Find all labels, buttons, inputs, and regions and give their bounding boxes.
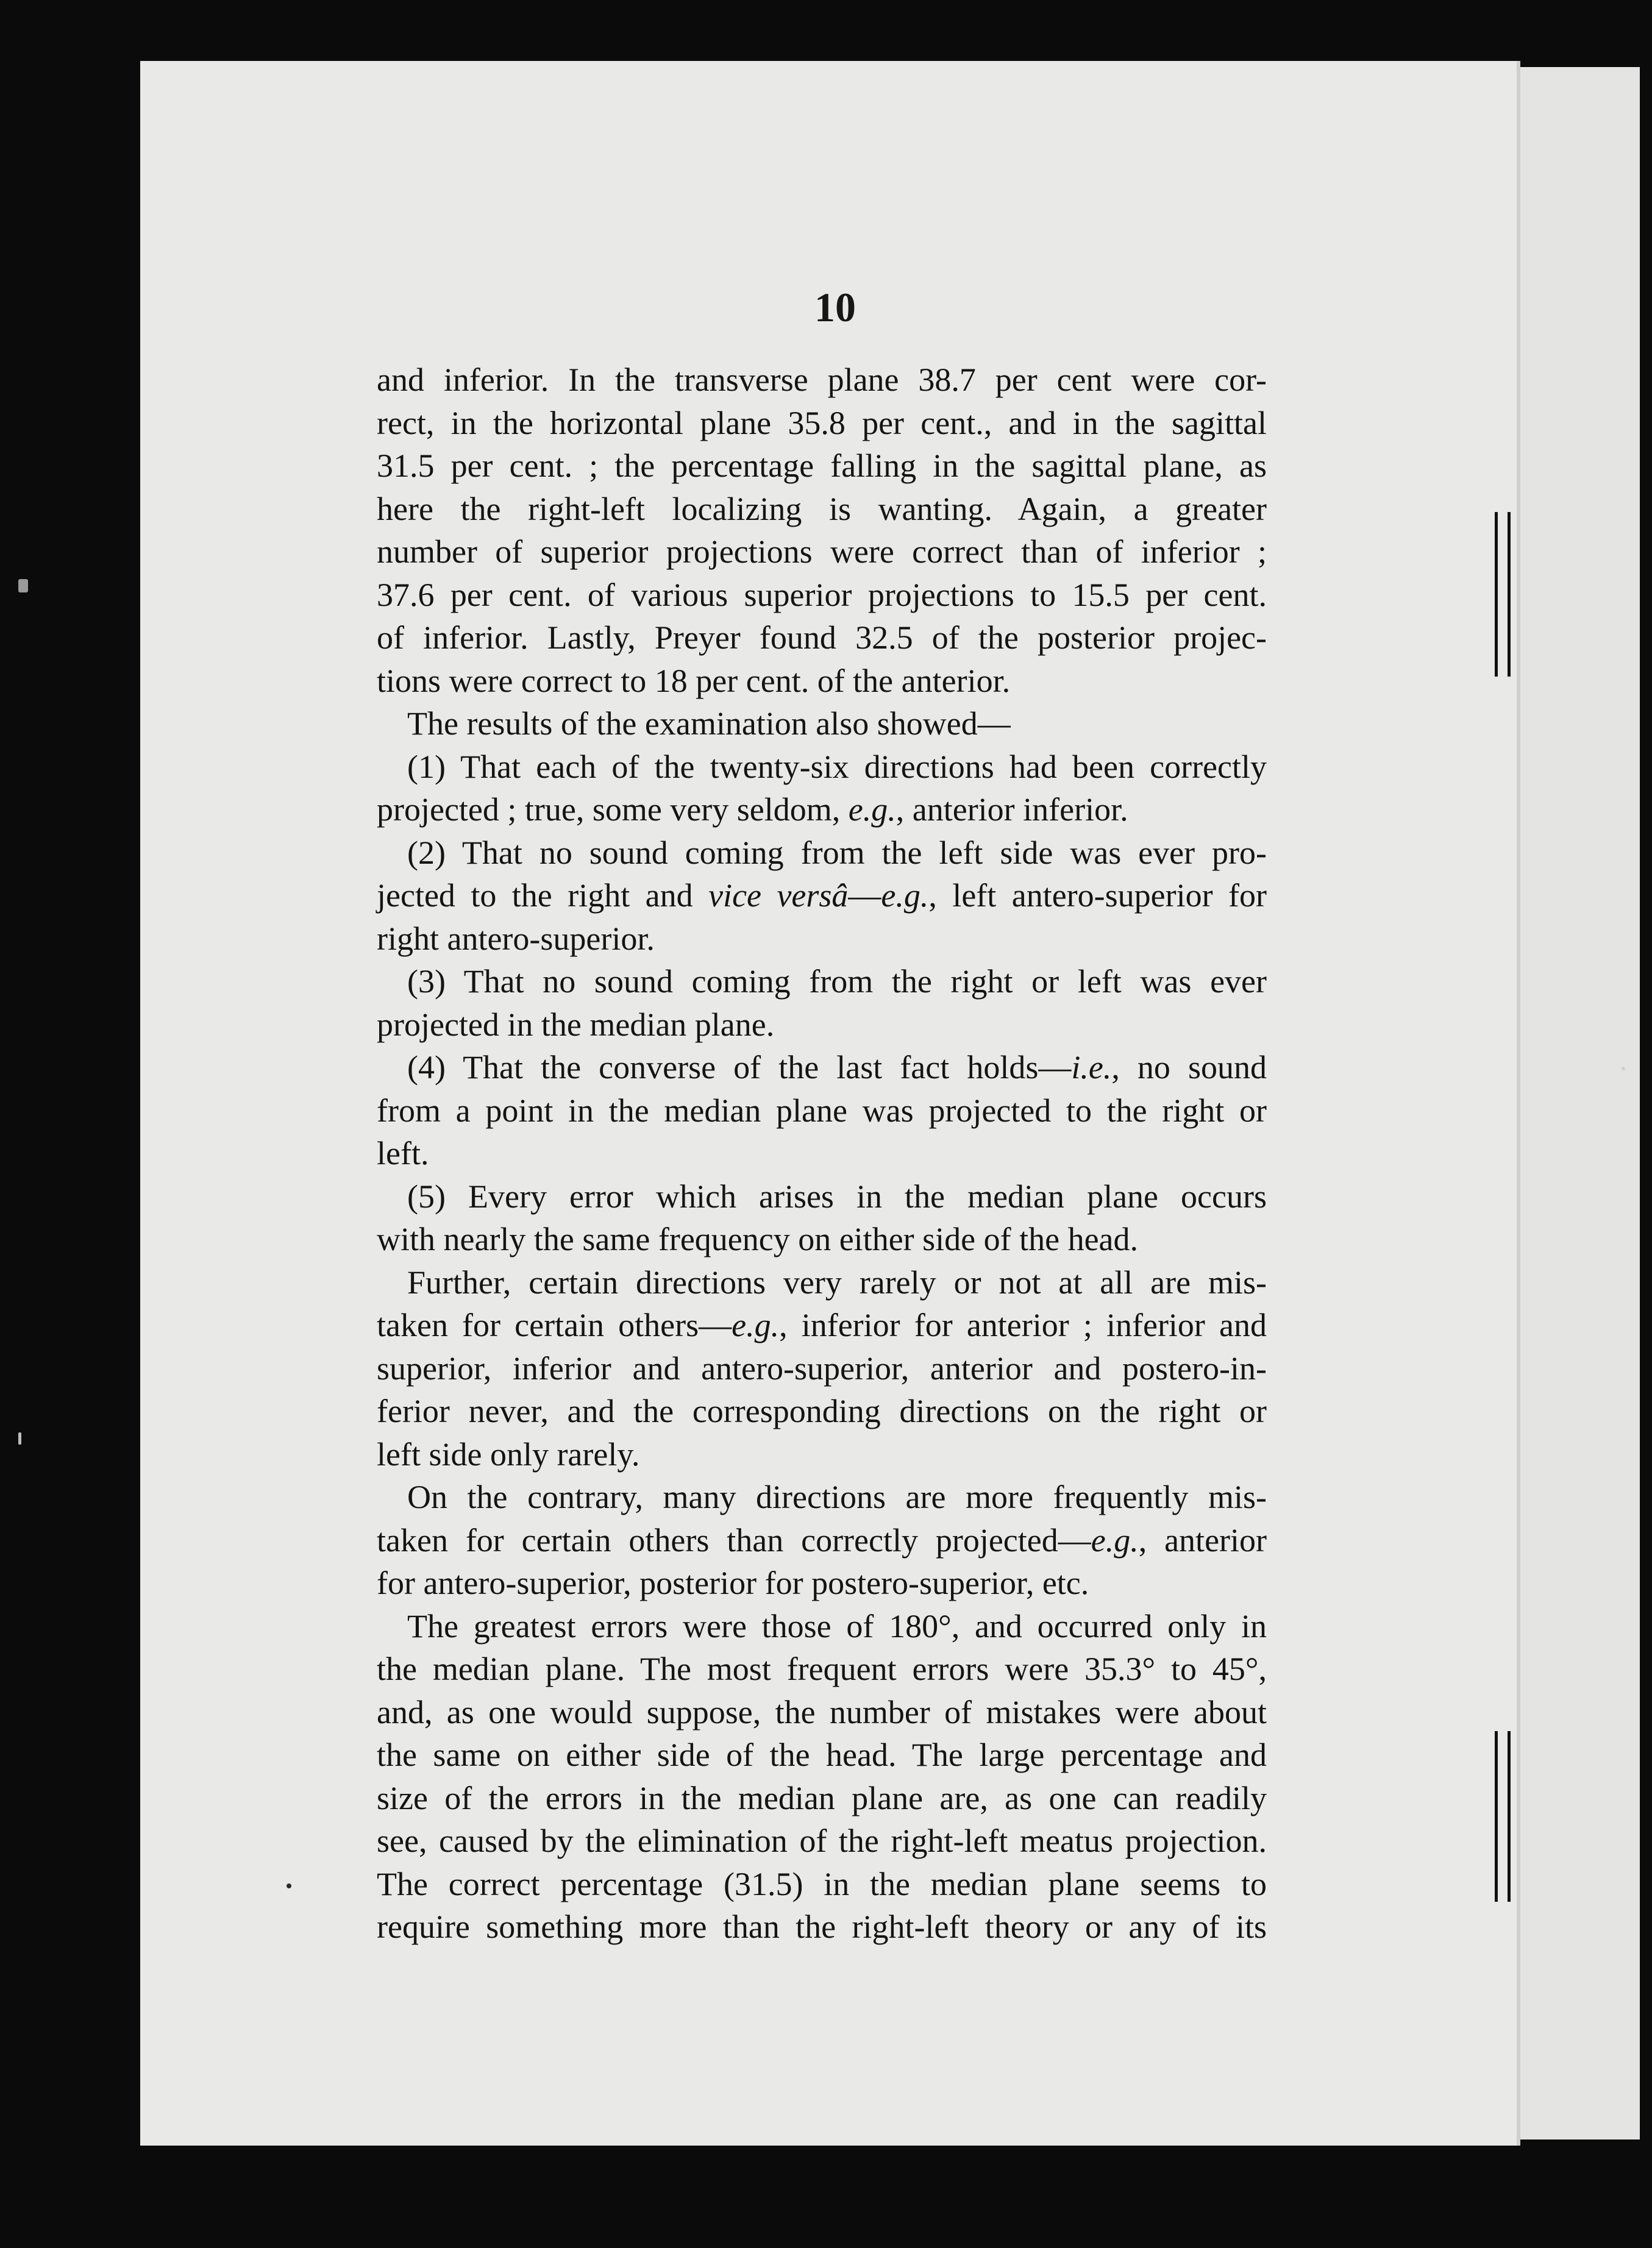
text-line: taken for certain others—e.g., inferior for anterior ; inferior and [377, 1307, 1267, 1343]
text-line: size of the errors in the median plane are, as one can readily [377, 1779, 1267, 1816]
text-line: (4) That the converse of the last fact holds—i.e., no sound [407, 1049, 1267, 1086]
text-line: and inferior. In the transverse plane 38.7 per cent were cor- [377, 361, 1267, 398]
text-line: (3) That no sound coming from the right or left was ever [407, 963, 1267, 1000]
text-line: tions were correct to 18 per cent. of the anterior. [377, 662, 1011, 699]
margin-mark-top [1495, 512, 1511, 677]
page-gutter [1517, 61, 1520, 2146]
scan-speck [18, 1432, 21, 1445]
text-line: the same on either side of the head. The large percentage and [377, 1737, 1267, 1773]
text-line: require something more than the right-left theory or any of its [377, 1908, 1267, 1945]
text-line: (2) That no sound coming from the left side was ever pro- [407, 834, 1267, 871]
text-line: projected in the median plane. [377, 1006, 775, 1043]
text-line: rect, in the horizontal plane 35.8 per cent., and in the sagittal [377, 404, 1267, 441]
text-line: for antero-superior, posterior for postero-superior, etc. [377, 1565, 1089, 1601]
scan-speck [287, 1883, 291, 1888]
text-line: from a point in the median plane was projected to the right or [377, 1092, 1267, 1129]
text-line: 31.5 per cent. ; the percentage falling in the sagittal plane, as [377, 447, 1267, 484]
text-line: The correct percentage (31.5) in the median plane seems to [377, 1865, 1267, 1902]
text-line: see, caused by the elimination of the right-left meatus projection. [377, 1823, 1267, 1859]
text-line: The greatest errors were those of 180°, and occurred only in [407, 1607, 1267, 1645]
text-line: with nearly the same frequency on either side of the head. [377, 1221, 1139, 1257]
text-line: (1) That each of the twenty-six directions had been correctly [407, 748, 1267, 785]
text-line: jected to the right and vice versâ—e.g., left antero-superior for [377, 877, 1267, 914]
text-line: number of superior projections were correct than of inferior ; [377, 533, 1267, 570]
text-line: (5) Every error which arises in the median plane occurs [407, 1178, 1267, 1215]
margin-mark-bottom [1495, 1731, 1511, 1902]
text-line: the median plane. The most frequent errors were 35.3° to 45°, [377, 1651, 1267, 1687]
text-line: projected ; true, some very seldom, e.g., anterior inferior. [377, 791, 1128, 828]
text-line: left side only rarely. [377, 1435, 640, 1473]
text-line: superior, inferior and antero-superior, anterior and postero-in- [377, 1350, 1267, 1387]
page-number: 10 [814, 284, 856, 330]
text-line: taken for certain others than correctly projected—e.g., anterior [377, 1521, 1267, 1559]
scan-speck [1622, 1067, 1625, 1070]
facing-page-edge [1518, 67, 1640, 2140]
text-line: ferior never, and the corresponding directions on the right or [377, 1393, 1267, 1429]
body-text [377, 358, 1267, 1949]
text-line: left. [377, 1135, 429, 1172]
text-line: and, as one would suppose, the number of mistakes were about [377, 1693, 1267, 1730]
text-line: right antero-superior. [377, 920, 655, 957]
text-line: Further, certain directions very rarely or not at all are mis- [407, 1264, 1267, 1301]
text-line: here the right-left localizing is wanting. Again, a greater [377, 490, 1267, 527]
text-line: The results of the examination also showed— [407, 705, 1011, 742]
text-line: On the contrary, many directions are more frequently mis- [407, 1479, 1267, 1515]
scan-speck [18, 579, 28, 592]
text-line: 37.6 per cent. of various superior projections to 15.5 per cent. [377, 576, 1267, 613]
text-line: of inferior. Lastly, Preyer found 32.5 of the posterior projec- [377, 619, 1267, 656]
